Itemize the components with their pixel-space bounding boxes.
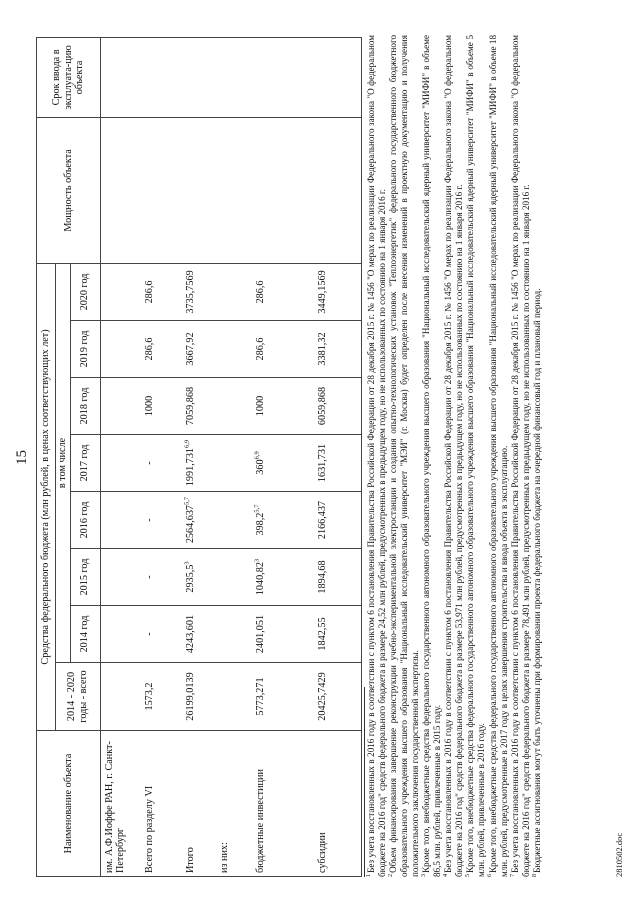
table-row — [100, 37, 130, 876]
cell-value: 286,6 — [238, 321, 284, 378]
cell-value: 360$^{6,9}$ — [238, 435, 284, 492]
row-name: субсидии — [284, 731, 361, 877]
cell-value: 2401,051 — [238, 606, 284, 663]
table-row — [238, 37, 284, 876]
header-year: 2015 год — [70, 549, 100, 606]
cell-value: 1894,68 — [284, 549, 361, 606]
cell-value: - — [130, 606, 170, 663]
cell-value: 4243,601 — [170, 606, 212, 663]
header-commission: Срок ввода в эксплуата-цию объекта — [37, 37, 101, 117]
cell-value: 3667,92 — [170, 321, 212, 378]
header-year: 2014 год — [70, 606, 100, 663]
row-name: им. А.Ф.Иоффе РАН, г. Санкт-Петербург — [100, 731, 130, 877]
cell-value: - — [130, 549, 170, 606]
footnote: $^7$Без учета восстановленных в 2016 году в соответствии с пунктом 6 постановления Правительства Российской Федерации от 28 декабря 2015 г. № 1456 "О мерах по реализации Федерального закона "О федеральном бюджете на 2016 год" средств федерального бюджета в размере 78,491 млн рублей, предусмотренных в предыдущем году, но не использованных по состоянию на 1 января 2016 г. — [508, 35, 531, 877]
cell-value: 2166,437 — [284, 492, 361, 549]
cell-value: 3449,1569 — [284, 263, 361, 320]
footnote: $^2$Объем финансирования завершение реконструкции учебно-экспериментальной электростанции и создания опытно-технологических установок "Теплоэнергетик" федерального государственного бюджетного образовательного учреждения высшего образования "Национальный исследовательский университет "МЭИ" (г. Москва) будет определен после внесения изменений в проектную документацию и получения положительного заключения государственной экспертизы. — [387, 35, 421, 877]
cell-value: 286,6 — [130, 263, 170, 320]
cell-value: 1991,731$^{6,9}$ — [170, 435, 212, 492]
cell-value: 3735,7569 — [170, 263, 212, 320]
table-row — [130, 37, 170, 876]
header-year: 2017 год — [70, 435, 100, 492]
footnote: $^3$Кроме того, внебюджетные средства федерального государственного автономного образовательного учреждения высшего образования "Национальный исследовательский ядерный университет "МИФИ" в объеме 86,5 млн. рублей, привлеченные в 2015 году. — [420, 35, 443, 877]
footnotes — [366, 35, 543, 877]
row-name: Всего по разделу VI — [130, 731, 170, 877]
cell-value: - — [130, 492, 170, 549]
cell-value: 286,6 — [130, 321, 170, 378]
cell-value: 7059,868 — [170, 378, 212, 435]
header-year: 2019 год — [70, 321, 100, 378]
cell-value: 1040,82$^3$ — [238, 549, 284, 606]
header-capacity: Мощность объекта — [37, 117, 101, 263]
cell-value: 1000 — [130, 378, 170, 435]
table-row — [170, 37, 212, 876]
cell-value: - — [130, 435, 170, 492]
cell-value: 2935,5$^3$ — [170, 549, 212, 606]
table-row — [212, 37, 238, 876]
footnote: $^6$Кроме того, внебюджетные средства федерального государственного автономного образовательного учреждения высшего образования "Национальный исследовательский ядерный университет "МИФИ" в объеме 18 млн. рублей, предусмотренные в 2017 году в целях завершения строительства и ввода объекта в эксплуатацию. — [486, 35, 509, 877]
cell-total: 1573,2 — [130, 663, 170, 731]
header-funds: Средства федерального бюджета (млн рублей, в ценах соответствующих лет) — [37, 263, 56, 730]
cell-total: 20425,7429 — [284, 663, 361, 731]
footnote: $^1$Без учета восстановленных в 2016 году в соответствии с пунктом 6 постановления Правительства Российской Федерации от 28 декабря 2015 г. № 1456 "О мерах по реализации Федерального закона "О федеральном бюджете на 2016 год" средств федерального бюджета в размере 24,52 млн рублей, предусмотренных в предыдущем году, но не использованных по состоянию на 1 января 2016 г. — [364, 35, 388, 877]
cell-value: 398,2$^{5,7}$ — [238, 492, 284, 549]
footnote: $^5$Кроме того, внебюджетные средства федерального государственного автономного образовательного учреждения высшего образования "Национальный исследовательский ядерный университет "МИФИ" в объеме 5 млн. рублей, привлеченные в 2016 году. — [464, 35, 487, 877]
header-name: Наименование объекта — [37, 731, 101, 877]
cell-value: 286,6 — [238, 263, 284, 320]
document-code: 2810502.doc — [614, 832, 624, 877]
header-incl: в том числе — [56, 263, 71, 662]
cell-total: 26199,0139 — [170, 663, 212, 731]
cell-value: 1842,55 — [284, 606, 361, 663]
cell-value: 1000 — [238, 378, 284, 435]
table-row — [284, 37, 361, 876]
budget-table — [36, 37, 362, 877]
header-year: 2016 год — [70, 492, 100, 549]
footnote: $^8$Бюджетные ассигнования могут быть уточнены при формировании проекта федерального бюджета на очередной финансовый год и плановый период. — [530, 288, 542, 877]
cell-total: 5773,271 — [238, 663, 284, 731]
header-total: 2014 - 2020 годы - всего — [56, 663, 101, 731]
page-number: 15 — [14, 450, 30, 465]
row-name: из них: — [212, 731, 238, 877]
cell-value: 2564,637$^{5,7}$ — [170, 492, 212, 549]
footnote-separator — [364, 687, 365, 877]
cell-value: 3381,32 — [284, 321, 361, 378]
cell-value: 1631,731 — [284, 435, 361, 492]
row-name: бюджетные инвестиции — [238, 731, 284, 877]
cell-value: 6059,868 — [284, 378, 361, 435]
footnote: $^4$Без учета восстановленных в 2016 году в соответствии с пунктом 6 постановления Правительства Российской Федерации от 28 декабря 2015 г. № 1456 "О мерах по реализации Федерального закона "О федеральном бюджете на 2016 год" средств федерального бюджета в размере 53,971 млн рублей, предусмотренных в предыдущем году, но не использованных по состоянию на 1 января 2016 г. — [442, 35, 465, 877]
header-year: 2020 год — [70, 263, 100, 320]
row-name: Итого — [170, 731, 212, 877]
header-year: 2018 год — [70, 378, 100, 435]
